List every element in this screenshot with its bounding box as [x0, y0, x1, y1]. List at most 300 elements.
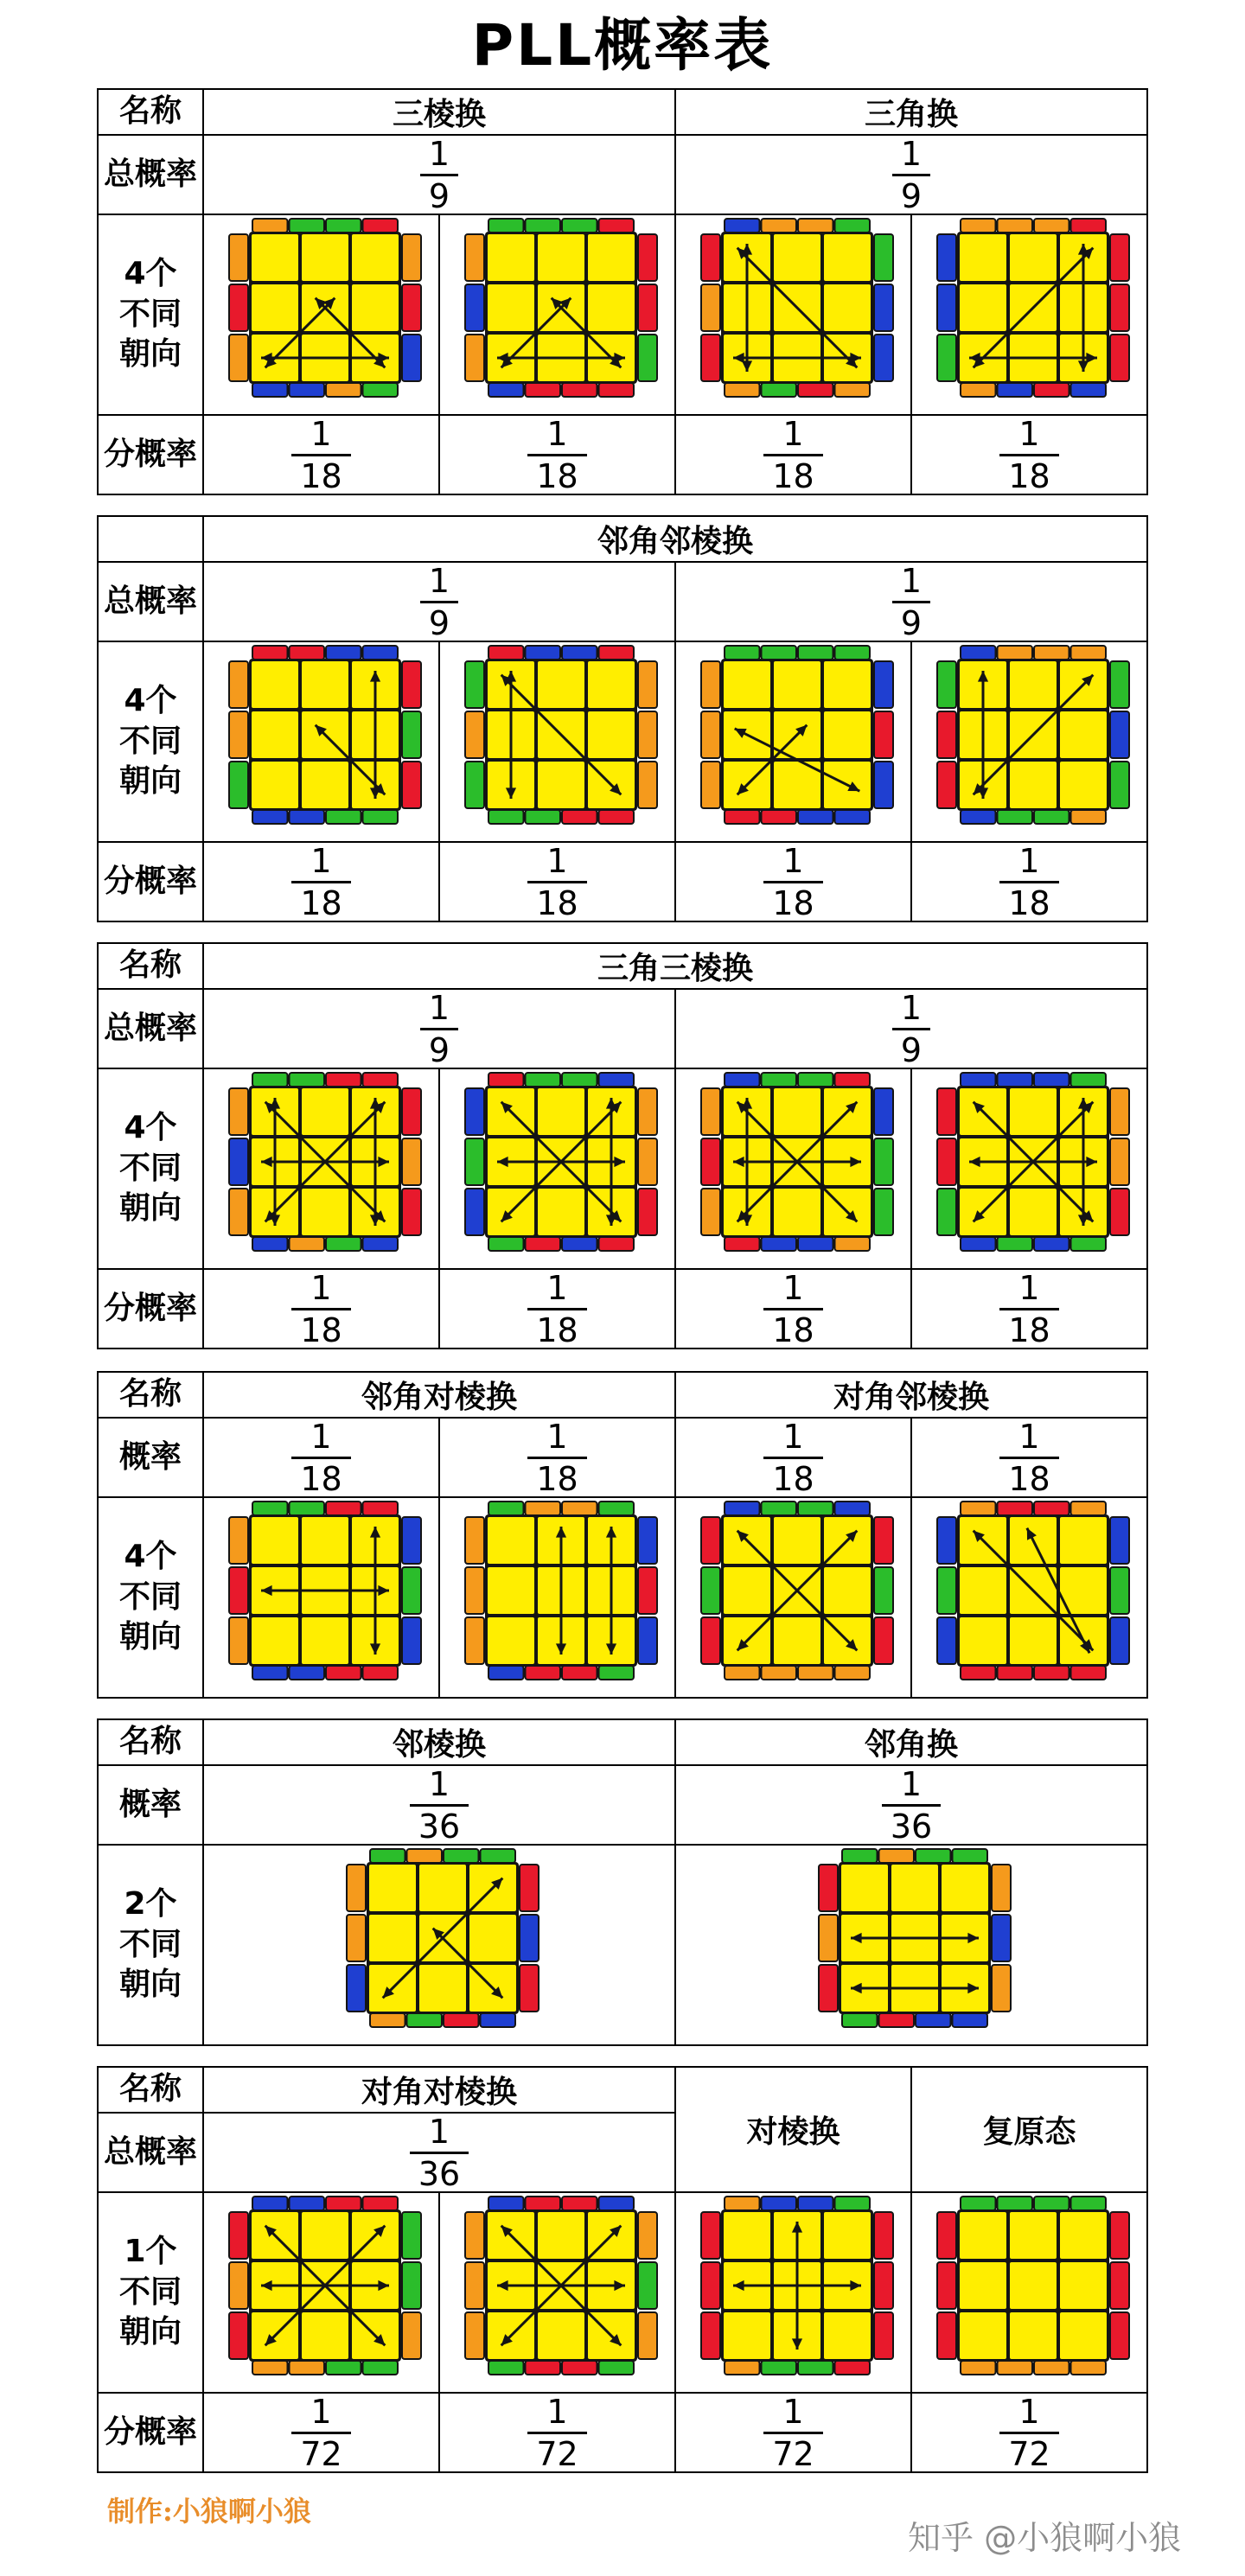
probability-fraction: $\frac{1}{18}$ — [911, 1269, 1147, 1349]
cube-top-sticker — [798, 2197, 833, 2210]
cube-right-sticker — [874, 335, 893, 381]
cube-bottom-sticker — [798, 1666, 833, 1680]
cube-top-sticker — [488, 1502, 524, 1515]
cube-bottom-sticker — [997, 810, 1032, 824]
cube-bottom-sticker — [370, 2013, 405, 2027]
cube-bottom-sticker — [725, 810, 760, 824]
cube-bottom-sticker — [725, 383, 760, 397]
cube-right-sticker — [1110, 1567, 1129, 1614]
pll-cube-diagram — [220, 1500, 423, 1695]
cube-bottom-sticker — [961, 1237, 996, 1251]
name-label: 名称 — [98, 2067, 203, 2113]
cube-face-sticker — [488, 1567, 534, 1614]
probability-fraction: $\frac{1}{9}$ — [203, 135, 675, 214]
cube-cell — [911, 2192, 1147, 2393]
orientation-label: 4个 不同 朝向 — [98, 641, 203, 842]
cube-bottom-sticker — [562, 1666, 597, 1680]
prob-label: 概率 — [98, 1418, 203, 1497]
cube-face-sticker — [302, 1189, 348, 1235]
cube-face-sticker — [538, 1088, 584, 1135]
cube-top-sticker — [525, 1502, 560, 1515]
cube-cell — [911, 214, 1147, 415]
cube-top-sticker — [1070, 219, 1106, 233]
cube-top-sticker — [997, 2197, 1032, 2210]
cube-bottom-sticker — [252, 1237, 288, 1251]
cube-left-sticker — [229, 1138, 248, 1185]
cube-bottom-sticker — [488, 2361, 524, 2375]
cube-right-sticker — [992, 1965, 1011, 2012]
name-label: 名称 — [98, 1372, 203, 1418]
cube-bottom-sticker — [961, 2361, 996, 2375]
pll-cube-diagram — [929, 217, 1131, 412]
cube-face-sticker — [302, 1088, 348, 1135]
cube-face-sticker — [774, 234, 820, 281]
cube-top-sticker — [834, 219, 870, 233]
cube-bottom-sticker — [326, 1237, 361, 1251]
cube-face-sticker — [724, 2312, 770, 2359]
cube-face-sticker — [774, 1617, 820, 1664]
cube-bottom-sticker — [1070, 1237, 1106, 1251]
cube-left-sticker — [819, 1865, 838, 1911]
cube-right-sticker — [874, 1617, 893, 1664]
cube-right-sticker — [402, 762, 421, 808]
cube-top-sticker — [798, 219, 833, 233]
cube-top-sticker — [252, 646, 288, 660]
cube-right-sticker — [638, 1138, 657, 1185]
pll-cube-diagram — [929, 2195, 1131, 2390]
cube-bottom-sticker — [997, 1237, 1032, 1251]
cube-face-sticker — [960, 2312, 1006, 2359]
cube-top-sticker — [562, 219, 597, 233]
cube-top-sticker — [525, 219, 560, 233]
probability-fraction: $\frac{1}{36}$ — [203, 1765, 675, 1845]
cube-top-sticker — [488, 219, 524, 233]
pll-table-three-edge-three-corner — [97, 88, 1148, 495]
cube-bottom-sticker — [252, 1666, 288, 1680]
cube-bottom-sticker — [444, 2013, 479, 2027]
cube-top-sticker — [525, 1073, 560, 1087]
cube-bottom-sticker — [1034, 383, 1069, 397]
cube-right-sticker — [1110, 2312, 1129, 2359]
total-prob-label: 总概率 — [98, 562, 203, 641]
cube-bottom-sticker — [362, 2361, 398, 2375]
cube-left-sticker — [701, 2212, 720, 2259]
cube-top-sticker — [362, 219, 398, 233]
cube-bottom-sticker — [834, 810, 870, 824]
cube-face-sticker — [302, 2212, 348, 2259]
cube-left-sticker — [229, 1567, 248, 1614]
cube-right-sticker — [520, 1915, 539, 1961]
cube-top-sticker — [725, 1502, 760, 1515]
cube-face-sticker — [960, 2262, 1006, 2309]
cube-top-sticker — [761, 1502, 796, 1515]
cube-face-sticker — [824, 2212, 871, 2259]
cube-face-sticker — [824, 661, 871, 708]
cube-right-sticker — [402, 284, 421, 331]
cube-cell — [203, 1497, 439, 1698]
cube-top-sticker — [725, 2197, 760, 2210]
cube-left-sticker — [701, 1138, 720, 1185]
cube-top-sticker — [961, 2197, 996, 2210]
cube-face-sticker — [774, 1088, 820, 1135]
cube-left-sticker — [229, 1088, 248, 1135]
probability-fraction: $\frac{1}{72}$ — [439, 2393, 675, 2472]
cube-right-sticker — [874, 2312, 893, 2359]
cube-top-sticker — [326, 1502, 361, 1515]
orientation-label: 2个 不同 朝向 — [98, 1845, 203, 2045]
cube-face-sticker — [1060, 2262, 1107, 2309]
cube-bottom-sticker — [1034, 1666, 1069, 1680]
cube-left-sticker — [347, 1915, 366, 1961]
cube-right-sticker — [402, 2262, 421, 2309]
cube-face-sticker — [588, 284, 635, 331]
cube-left-sticker — [465, 335, 484, 381]
cube-bottom-sticker — [997, 2361, 1032, 2375]
cube-top-sticker — [798, 1073, 833, 1087]
cube-left-sticker — [701, 711, 720, 758]
sub-prob-label: 分概率 — [98, 1269, 203, 1349]
cube-cell — [203, 214, 439, 415]
cube-right-sticker — [638, 1567, 657, 1614]
cube-bottom-sticker — [488, 810, 524, 824]
cube-face-sticker — [538, 661, 584, 708]
cube-bottom-sticker — [997, 383, 1032, 397]
probability-fraction: $\frac{1}{18}$ — [203, 842, 439, 921]
cube-cell — [911, 1068, 1147, 1269]
pll-cube-diagram — [220, 1071, 423, 1266]
cube-left-sticker — [229, 661, 248, 708]
cube-left-sticker — [229, 284, 248, 331]
cube-left-sticker — [937, 1517, 956, 1564]
cube-bottom-sticker — [916, 2013, 951, 2027]
cube-right-sticker — [1110, 1088, 1129, 1135]
cube-top-sticker — [598, 646, 634, 660]
cube-left-sticker — [465, 1567, 484, 1614]
cube-top-sticker — [725, 646, 760, 660]
cube-top-sticker — [444, 1849, 479, 1863]
cube-face-sticker — [302, 2312, 348, 2359]
cube-bottom-sticker — [326, 1666, 361, 1680]
cube-bottom-sticker — [252, 2361, 288, 2375]
cube-cell — [203, 1845, 675, 2045]
cube-right-sticker — [638, 1617, 657, 1664]
cube-face-sticker — [1010, 1189, 1057, 1235]
cube-bottom-sticker — [798, 810, 833, 824]
cube-bottom-sticker — [562, 810, 597, 824]
cube-right-sticker — [1110, 1189, 1129, 1235]
cube-right-sticker — [402, 711, 421, 758]
cube-right-sticker — [874, 1517, 893, 1564]
cube-top-sticker — [598, 1073, 634, 1087]
cube-cell — [439, 1497, 675, 1698]
cube-left-sticker — [701, 1517, 720, 1564]
cube-top-sticker — [761, 646, 796, 660]
cube-face-sticker — [1060, 2312, 1107, 2359]
cube-top-sticker — [879, 1849, 915, 1863]
cube-face-sticker — [724, 2212, 770, 2259]
cube-top-sticker — [997, 219, 1032, 233]
cube-face-sticker — [419, 1965, 466, 2012]
cube-face-sticker — [960, 1567, 1006, 1614]
cube-right-sticker — [1110, 2262, 1129, 2309]
cube-top-sticker — [725, 219, 760, 233]
author-credit: 制作:小狼啊小狼 — [107, 2495, 311, 2528]
cube-top-sticker — [562, 1502, 597, 1515]
probability-fraction: $\frac{1}{18}$ — [203, 1418, 439, 1497]
cube-top-sticker — [562, 2197, 597, 2210]
cube-left-sticker — [465, 234, 484, 281]
probability-fraction: $\frac{1}{9}$ — [675, 562, 1147, 641]
pll-cube-diagram — [456, 2195, 659, 2390]
cube-top-sticker — [407, 1849, 443, 1863]
cube-left-sticker — [465, 2312, 484, 2359]
cube-bottom-sticker — [289, 383, 324, 397]
pll-cube-diagram — [929, 1071, 1131, 1266]
cube-cell — [675, 2192, 911, 2393]
cube-bottom-sticker — [961, 1666, 996, 1680]
pll-cube-diagram — [693, 1071, 895, 1266]
cube-right-sticker — [1110, 1617, 1129, 1664]
sub-prob-label: 分概率 — [98, 415, 203, 494]
cube-face-sticker — [891, 1865, 938, 1911]
cube-left-sticker — [937, 1617, 956, 1664]
cube-cell — [675, 641, 911, 842]
cube-right-sticker — [402, 661, 421, 708]
cube-face-sticker — [1010, 1088, 1057, 1135]
cube-left-sticker — [465, 661, 484, 708]
cube-face-sticker — [824, 2312, 871, 2359]
cube-face-sticker — [824, 284, 871, 331]
cube-top-sticker — [961, 1502, 996, 1515]
cube-top-sticker — [362, 2197, 398, 2210]
pll-cube-diagram — [220, 2195, 423, 2390]
cube-face-sticker — [352, 284, 399, 331]
cube-bottom-sticker — [725, 1666, 760, 1680]
cube-bottom-sticker — [481, 2013, 516, 2027]
cube-bottom-sticker — [289, 1666, 324, 1680]
cube-left-sticker — [937, 2212, 956, 2259]
cube-top-sticker — [598, 2197, 634, 2210]
cube-top-sticker — [834, 1073, 870, 1087]
cube-right-sticker — [874, 762, 893, 808]
probability-fraction: $\frac{1}{18}$ — [911, 415, 1147, 494]
cube-bottom-sticker — [725, 1237, 760, 1251]
cube-bottom-sticker — [761, 383, 796, 397]
cube-right-sticker — [874, 1567, 893, 1614]
cube-left-sticker — [465, 1617, 484, 1664]
cube-bottom-sticker — [326, 383, 361, 397]
cube-bottom-sticker — [488, 383, 524, 397]
cube-face-sticker — [538, 2212, 584, 2259]
cube-right-sticker — [1110, 335, 1129, 381]
cube-left-sticker — [229, 1517, 248, 1564]
cube-right-sticker — [402, 1189, 421, 1235]
probability-fraction: $\frac{1}{18}$ — [675, 1269, 911, 1349]
cube-right-sticker — [638, 234, 657, 281]
group-header: 邻角邻棱换 — [203, 516, 1147, 562]
cube-face-sticker — [252, 762, 298, 808]
probability-fraction: $\frac{1}{18}$ — [675, 1418, 911, 1497]
cube-face-sticker — [774, 1517, 820, 1564]
cube-face-sticker — [369, 1865, 416, 1911]
cube-right-sticker — [874, 661, 893, 708]
cube-face-sticker — [488, 1617, 534, 1664]
cube-top-sticker — [798, 1502, 833, 1515]
cube-face-sticker — [588, 234, 635, 281]
cube-right-sticker — [874, 1138, 893, 1185]
cube-cell — [675, 214, 911, 415]
probability-fraction: $\frac{1}{9}$ — [675, 989, 1147, 1068]
cube-top-sticker — [488, 646, 524, 660]
pll-table-adjacent-corner-opposite-edge — [97, 1371, 1148, 1699]
name-label — [98, 516, 203, 562]
probability-fraction: $\frac{1}{18}$ — [203, 415, 439, 494]
cube-bottom-sticker — [488, 1237, 524, 1251]
group-header: 复原态 — [911, 2067, 1147, 2192]
cube-top-sticker — [252, 219, 288, 233]
probability-fraction: $\frac{1}{18}$ — [911, 842, 1147, 921]
cube-face-sticker — [774, 661, 820, 708]
cube-bottom-sticker — [488, 1666, 524, 1680]
cube-top-sticker — [488, 2197, 524, 2210]
pll-cube-diagram — [810, 1847, 1012, 2043]
cube-cell — [911, 1497, 1147, 1698]
cube-face-sticker — [352, 234, 399, 281]
cube-face-sticker — [369, 1915, 416, 1961]
cube-bottom-sticker — [834, 2361, 870, 2375]
cube-face-sticker — [1010, 234, 1057, 281]
cube-face-sticker — [488, 234, 534, 281]
cube-left-sticker — [465, 711, 484, 758]
pll-cube-diagram — [338, 1847, 540, 2043]
cube-face-sticker — [1010, 2312, 1057, 2359]
cube-bottom-sticker — [598, 810, 634, 824]
probability-fraction: $\frac{1}{72}$ — [675, 2393, 911, 2472]
cube-left-sticker — [701, 234, 720, 281]
cube-face-sticker — [960, 2212, 1006, 2259]
cube-face-sticker — [588, 661, 635, 708]
cube-top-sticker — [326, 646, 361, 660]
cube-top-sticker — [834, 2197, 870, 2210]
cube-top-sticker — [1034, 2197, 1069, 2210]
cube-right-sticker — [874, 2212, 893, 2259]
cube-bottom-sticker — [1034, 2361, 1069, 2375]
cube-right-sticker — [402, 2212, 421, 2259]
cube-right-sticker — [874, 2262, 893, 2309]
probability-fraction: $\frac{1}{9}$ — [675, 135, 1147, 214]
cube-bottom-sticker — [598, 2361, 634, 2375]
cube-face-sticker — [1060, 762, 1107, 808]
cube-left-sticker — [937, 661, 956, 708]
name-label: 名称 — [98, 89, 203, 135]
orientation-label: 4个 不同 朝向 — [98, 1068, 203, 1269]
cube-top-sticker — [834, 1502, 870, 1515]
cube-left-sticker — [937, 284, 956, 331]
cube-bottom-sticker — [761, 810, 796, 824]
cube-top-sticker — [598, 219, 634, 233]
cube-right-sticker — [638, 762, 657, 808]
cube-left-sticker — [701, 2312, 720, 2359]
cube-bottom-sticker — [953, 2013, 988, 2027]
cube-left-sticker — [937, 1138, 956, 1185]
cube-left-sticker — [701, 1567, 720, 1614]
total-prob-label: 总概率 — [98, 989, 203, 1068]
orientation-label: 4个 不同 朝向 — [98, 1497, 203, 1698]
cube-bottom-sticker — [252, 810, 288, 824]
cube-top-sticker — [326, 2197, 361, 2210]
cube-left-sticker — [937, 2312, 956, 2359]
group-header: 三棱换 — [203, 89, 675, 135]
cube-top-sticker — [1034, 1502, 1069, 1515]
probability-fraction: $\frac{1}{9}$ — [203, 562, 675, 641]
cube-left-sticker — [937, 335, 956, 381]
group-header: 三角换 — [675, 89, 1147, 135]
cube-left-sticker — [229, 2262, 248, 2309]
name-label: 名称 — [98, 1719, 203, 1765]
cube-face-sticker — [252, 1617, 298, 1664]
cube-bottom-sticker — [562, 383, 597, 397]
cube-top-sticker — [761, 1073, 796, 1087]
cube-bottom-sticker — [761, 2361, 796, 2375]
pll-cube-diagram — [693, 1500, 895, 1695]
cube-bottom-sticker — [289, 1237, 324, 1251]
cube-left-sticker — [937, 762, 956, 808]
pll-cube-diagram — [220, 217, 423, 412]
cube-bottom-sticker — [289, 810, 324, 824]
cube-bottom-sticker — [1070, 810, 1106, 824]
cube-face-sticker — [1010, 2262, 1057, 2309]
cube-bottom-sticker — [879, 2013, 915, 2027]
probability-fraction: $\frac{1}{18}$ — [675, 415, 911, 494]
cube-right-sticker — [402, 1138, 421, 1185]
total-prob-label: 总概率 — [98, 2113, 203, 2192]
cube-top-sticker — [842, 1849, 878, 1863]
cube-face-sticker — [1060, 711, 1107, 758]
cube-face-sticker — [469, 1915, 516, 1961]
cube-left-sticker — [229, 1617, 248, 1664]
cube-face-sticker — [538, 1189, 584, 1235]
probability-fraction: $\frac{1}{18}$ — [911, 1418, 1147, 1497]
cube-bottom-sticker — [407, 2013, 443, 2027]
cube-left-sticker — [465, 2212, 484, 2259]
cube-right-sticker — [1110, 711, 1129, 758]
cube-top-sticker — [252, 1073, 288, 1087]
cube-right-sticker — [638, 1189, 657, 1235]
cube-left-sticker — [701, 284, 720, 331]
cube-top-sticker — [1034, 1073, 1069, 1087]
cube-bottom-sticker — [562, 2361, 597, 2375]
probability-fraction: $\frac{1}{18}$ — [203, 1269, 439, 1349]
cube-top-sticker — [997, 1073, 1032, 1087]
cube-face-sticker — [252, 284, 298, 331]
cube-face-sticker — [960, 284, 1006, 331]
cube-cell — [439, 1068, 675, 1269]
cube-left-sticker — [937, 711, 956, 758]
cube-bottom-sticker — [834, 383, 870, 397]
cube-bottom-sticker — [798, 383, 833, 397]
cube-left-sticker — [937, 2262, 956, 2309]
cube-cell — [203, 641, 439, 842]
cube-left-sticker — [465, 1189, 484, 1235]
cube-right-sticker — [402, 1567, 421, 1614]
cube-right-sticker — [402, 1517, 421, 1564]
cube-face-sticker — [841, 1865, 888, 1911]
cube-left-sticker — [229, 1189, 248, 1235]
cube-left-sticker — [701, 1189, 720, 1235]
cube-bottom-sticker — [362, 383, 398, 397]
pll-cube-diagram — [456, 1071, 659, 1266]
cube-face-sticker — [252, 711, 298, 758]
